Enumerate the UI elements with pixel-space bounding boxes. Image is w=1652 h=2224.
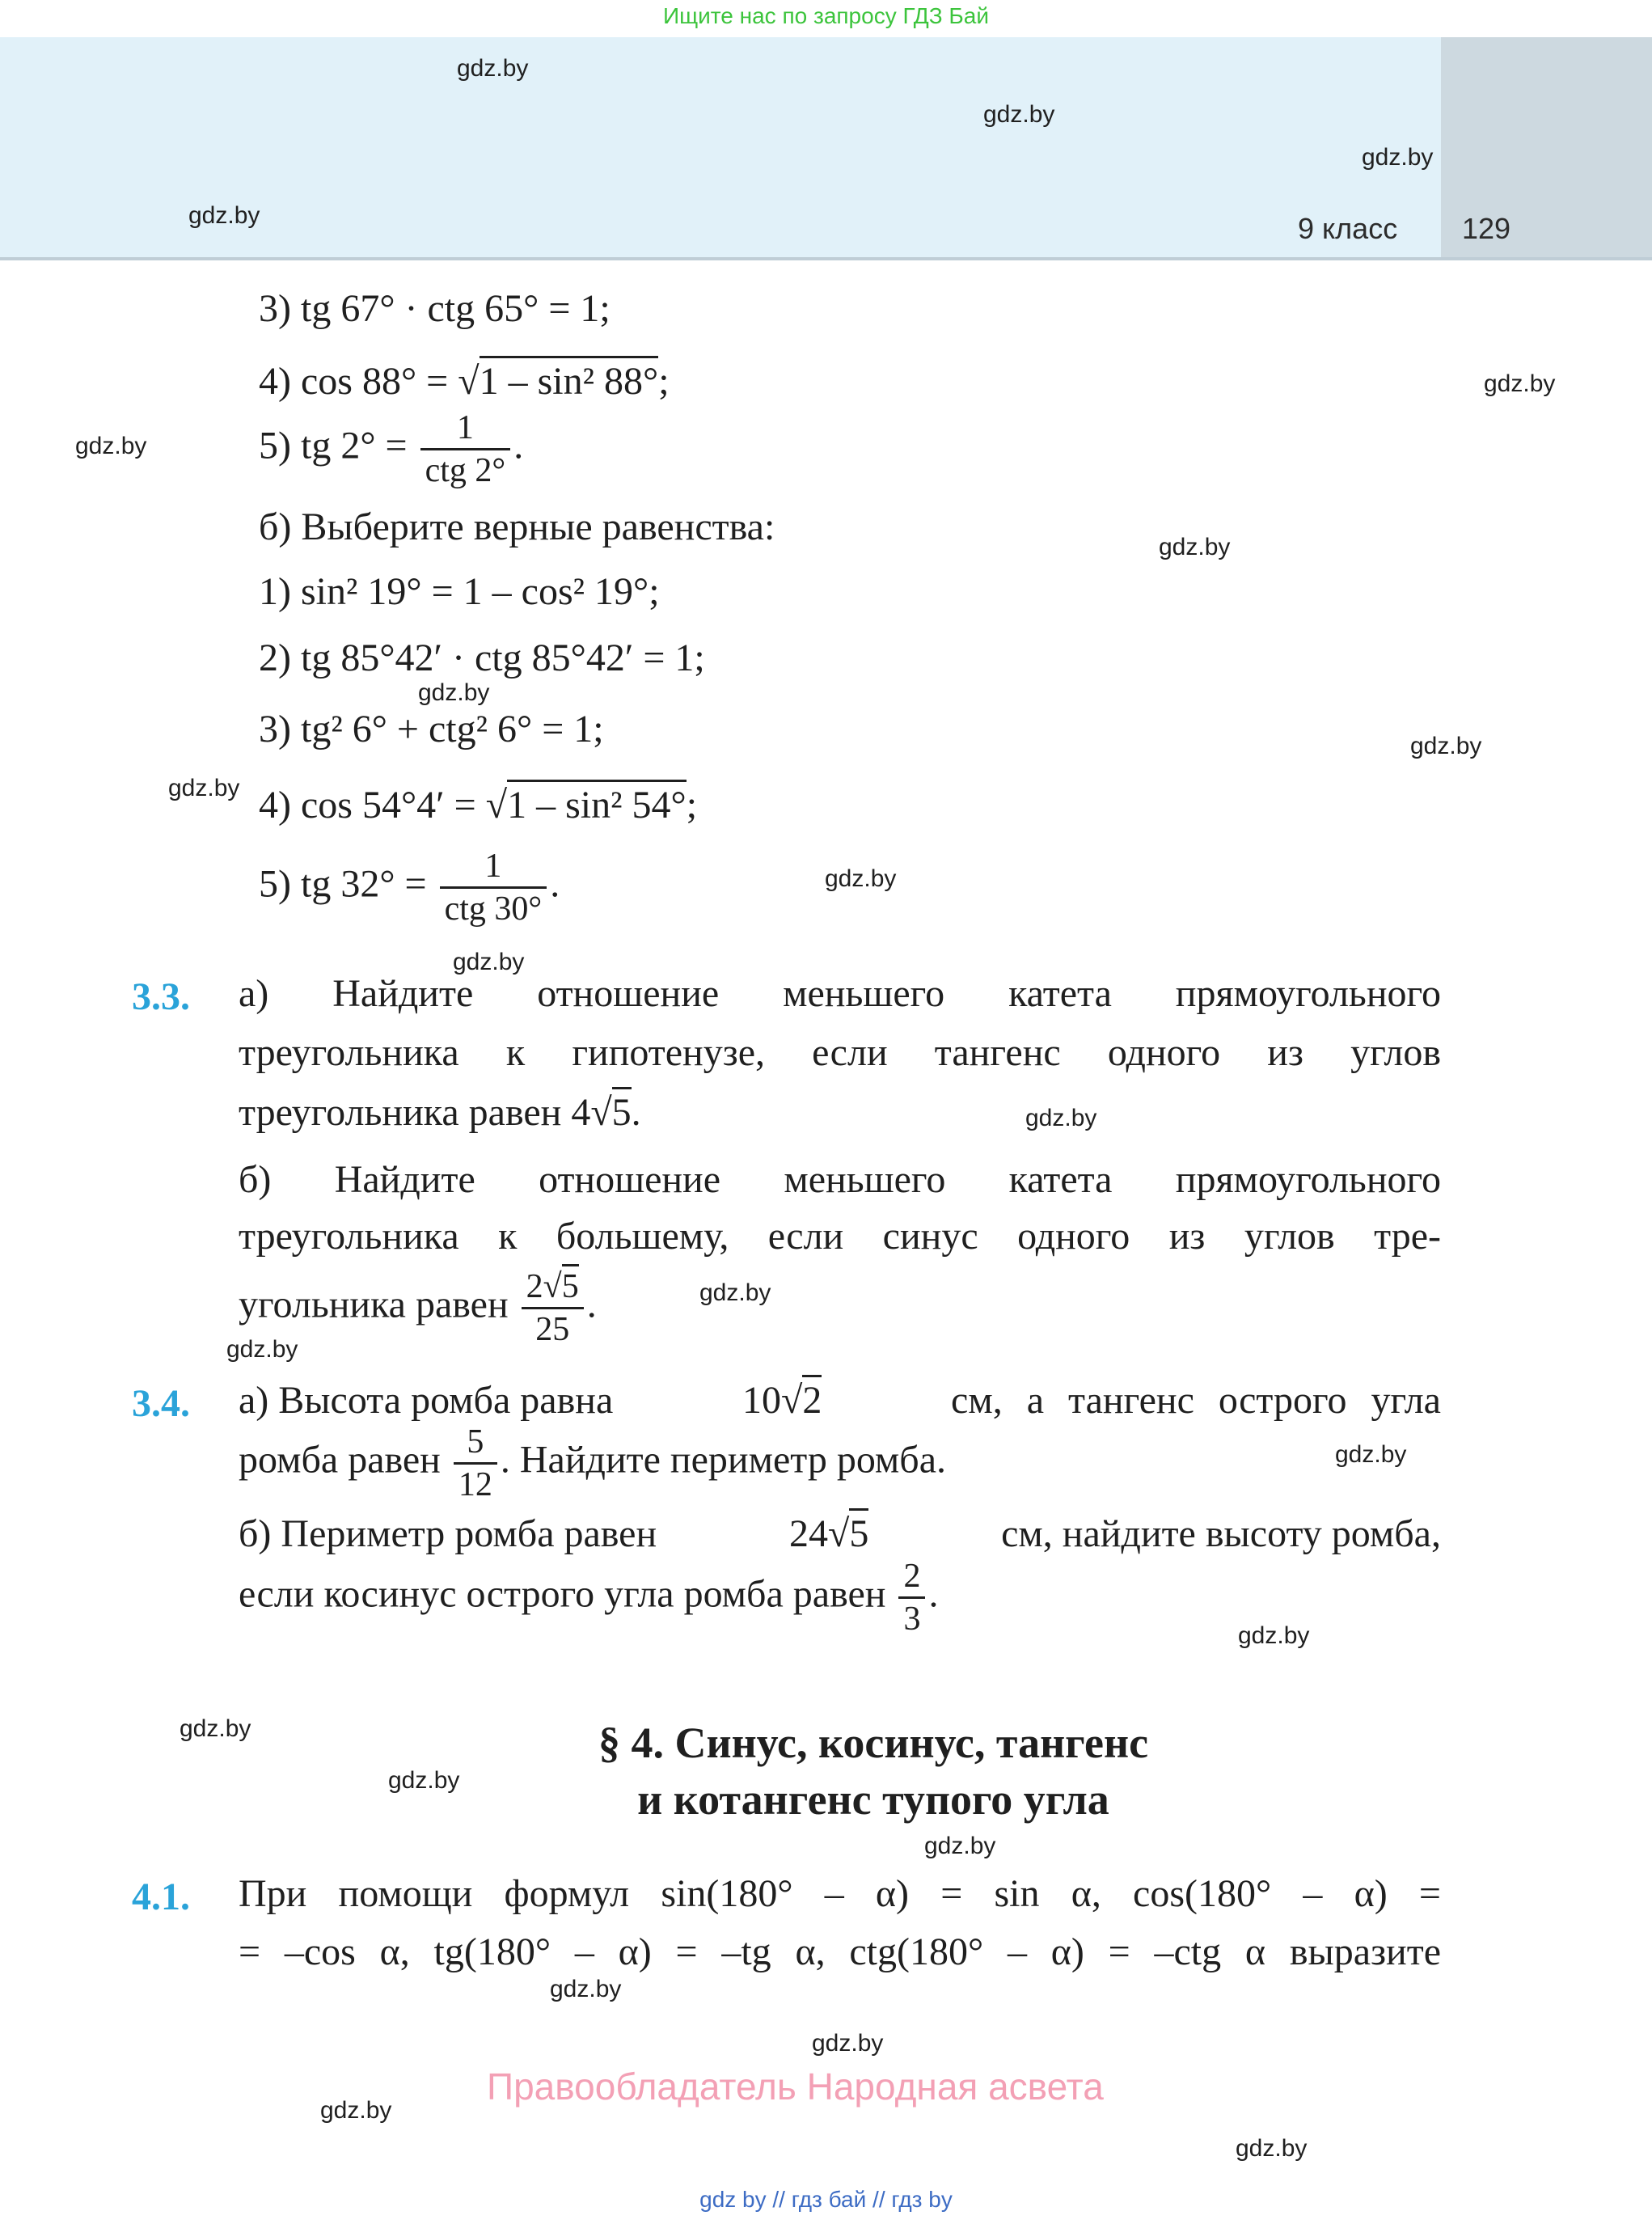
fraction: $\frac{2}{3}$ <box>898 1559 925 1636</box>
equality-a5: 5) tg 2° = $\frac{1}{\text{ctg 2°}}$ . <box>259 409 524 489</box>
watermark: gdz.by <box>320 2097 392 2124</box>
watermark: gdz.by <box>1236 2135 1308 2162</box>
problem-3-3-b-line2: треугольника к большему, если синус одного из углов тре- <box>239 1215 1441 1258</box>
watermark: gdz.by <box>168 775 240 801</box>
equality-b5: 5) tg 32° = $\frac{1}{\text{ctg 30°}}$ . <box>259 848 560 928</box>
fraction: $\frac{2√5}{25}$ <box>522 1270 584 1347</box>
problem-3-3-a-line1: а) Найдите отношение меньшего катета прямоугольного <box>239 972 1441 1015</box>
fraction: $\frac{1}{\text{ctg 30°}}$ <box>440 849 547 926</box>
problem-3-4-a-line1: а) Высота ромба равна 10√2 см, а тангенс острого угла <box>239 1381 1441 1420</box>
equality-a4: 4) cos 88° = √1 – sin² 88°; <box>259 362 670 401</box>
sqrt-expression: √2 <box>781 1381 822 1420</box>
problem-3-3-b-line1: б) Найдите отношение меньшего катета прямоугольного <box>239 1158 1441 1201</box>
sqrt-expression: √5 <box>828 1515 868 1554</box>
watermark: gdz.by <box>418 679 490 706</box>
equality-b3: 3) tg² 6° + ctg² 6° = 1; <box>259 708 604 750</box>
problem-number: 3.4. <box>132 1382 190 1425</box>
watermark: gdz.by <box>1025 1105 1097 1131</box>
sqrt-expression: √1 – sin² 54° <box>486 786 687 825</box>
watermark: gdz.by <box>983 101 1055 128</box>
section-title: § 4. Синус, косинус, тангенс и котангенс тупого угла <box>598 1719 1149 1824</box>
fraction: $\frac{5}{12}$ <box>454 1425 497 1502</box>
watermark: gdz.by <box>1159 534 1231 560</box>
problem-3-4-b-line2: если косинус острого угла ромба равен $\frac{2}{3}$ . <box>239 1558 939 1638</box>
problem-4-1-line1: При помощи формул sin(180° – α) = sin α, cos(180° – α) = <box>239 1872 1441 1915</box>
equality-b1: 1) sin² 19° = 1 – cos² 19°; <box>259 570 660 613</box>
copyright-note: Правообладатель Народная асвета <box>487 2065 1104 2108</box>
problem-3-3-b-line3: угольника равен $\frac{2√5}{25}$ . <box>239 1270 597 1347</box>
equality-a3: 3) tg 67° · ctg 65° = 1; <box>259 287 611 330</box>
problem-3-4-b-line1: б) Периметр ромба равен 24√5 см, найдите высоту ромба, <box>239 1515 1441 1554</box>
watermark: gdz.by <box>1410 733 1482 759</box>
watermark: gdz.by <box>1238 1622 1310 1649</box>
watermark: gdz.by <box>180 1715 251 1742</box>
problem-3-3-a-line3: треугольника равен 4√5. <box>239 1093 641 1132</box>
watermark: gdz.by <box>188 202 260 229</box>
problem-number: 4.1. <box>132 1875 190 1918</box>
header-divider <box>0 257 1652 260</box>
sqrt-expression: √1 – sin² 88° <box>458 362 658 401</box>
watermark: gdz.by <box>226 1336 298 1363</box>
watermark: gdz.by <box>550 1976 622 2002</box>
watermark: gdz.by <box>453 949 525 975</box>
sqrt-expression: √5 <box>590 1093 631 1132</box>
watermark: gdz.by <box>388 1767 460 1794</box>
page-number: 129 <box>1462 212 1511 245</box>
top-banner-link[interactable]: Ищите нас по запросу ГДЗ Бай <box>662 3 990 28</box>
problem-4-1-line2: = –cos α, tg(180° – α) = –tg α, ctg(180° – α) = –ctg α выразите <box>239 1930 1441 1973</box>
watermark: gdz.by <box>1484 370 1556 397</box>
watermark: gdz.by <box>1362 144 1434 171</box>
watermark: gdz.by <box>457 55 529 82</box>
watermark: gdz.by <box>812 2030 884 2057</box>
fraction: $\frac{1}{\text{ctg 2°}}$ <box>420 411 511 488</box>
grade-label: 9 класс <box>1298 212 1398 245</box>
equality-b2: 2) tg 85°42′ · ctg 85°42′ = 1; <box>259 636 705 679</box>
equality-b4: 4) cos 54°4′ = √1 – sin² 54°; <box>259 786 697 825</box>
problem-3-4-a-line2: ромба равен $\frac{5}{12}$ . Найдите периметр ромба. <box>239 1423 947 1503</box>
watermark: gdz.by <box>699 1279 771 1306</box>
problem-3-3-a-line2: треугольника к гипотенузе, если тангенс одного из углов <box>239 1031 1441 1074</box>
watermark: gdz.by <box>1335 1441 1407 1468</box>
watermark: gdz.by <box>825 865 897 892</box>
bottom-links[interactable]: gdz by // гдз бай // гдз by <box>699 2187 953 2212</box>
problem-number: 3.3. <box>132 975 190 1018</box>
watermark: gdz.by <box>924 1833 996 1859</box>
watermark: gdz.by <box>75 433 147 459</box>
part-b-heading: б) Выберите верные равенства: <box>259 505 775 548</box>
